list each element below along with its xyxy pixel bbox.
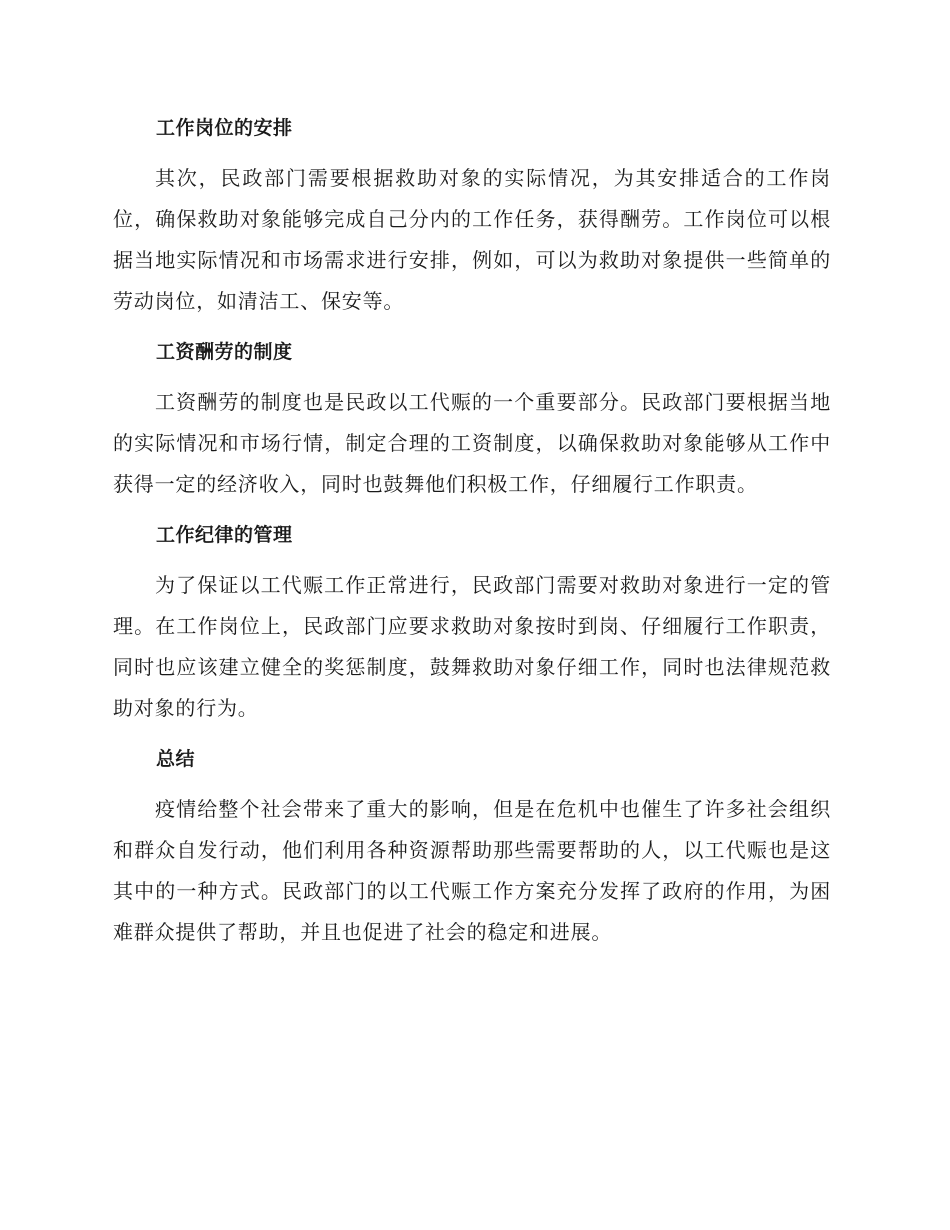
document-page (113, 108, 831, 963)
section-wage-system (113, 332, 831, 505)
section-paragraph: 其次，民政部门需要根据救助对象的实际情况，为其安排适合的工作岗位，确保救助对象能够完成自己分内的工作任务，获得酬劳。工作岗位可以根据当地实际情况和市场需求进行安排，例如，可以为救助对象提供一些简单的劳动岗位，如清洁工、保安等。 (113, 166, 831, 313)
section-paragraph: 疫情给整个社会带来了重大的影响，但是在危机中也催生了许多社会组织和群众自发行动，他们利用各种资源帮助那些需要帮助的人，以工代赈也是这其中的一种方式。民政部门的以工代赈工作方案充分发挥了政府的作用，为困难群众提供了帮助，并且也促进了社会的稳定和进展。 (113, 797, 831, 944)
section-summary (113, 739, 831, 953)
section-paragraph: 工资酬劳的制度也是民政以工代赈的一个重要部分。民政部门要根据当地的实际情况和市场行情，制定合理的工资制度，以确保救助对象能够从工作中获得一定的经济收入，同时也鼓舞他们积极工作，仔细履行工作职责。 (113, 390, 831, 496)
section-heading: 工资酬劳的制度 (156, 341, 293, 363)
section-heading: 工作岗位的安排 (156, 117, 293, 139)
section-paragraph: 为了保证以工代赈工作正常进行，民政部门需要对救助对象进行一定的管理。在工作岗位上，民政部门应要求救助对象按时到岗、仔细履行工作职责，同时也应该建立健全的奖惩制度，鼓舞救助对象仔细工作，同时也法律规范救助对象的行为。 (113, 573, 831, 720)
section-discipline-management (113, 515, 831, 729)
section-heading: 总结 (156, 748, 196, 770)
section-job-arrangement (113, 108, 831, 322)
section-heading: 工作纪律的管理 (156, 524, 293, 546)
